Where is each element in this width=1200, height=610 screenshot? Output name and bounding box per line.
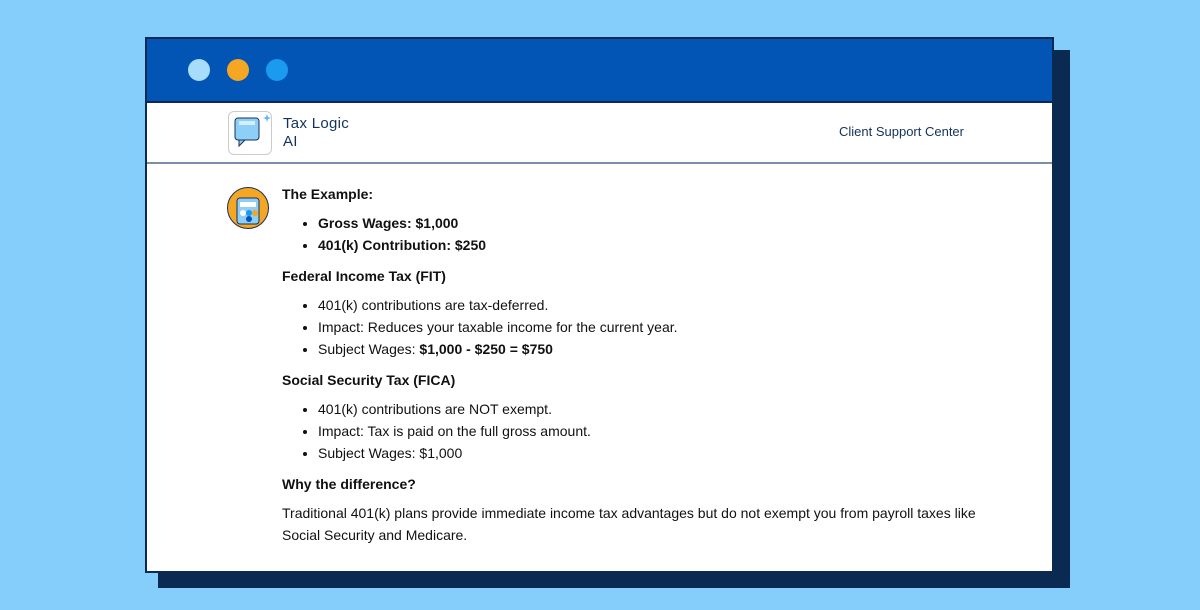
window-dot-1[interactable] bbox=[188, 59, 210, 81]
app-header bbox=[147, 103, 1052, 164]
window-dot-3[interactable] bbox=[266, 59, 288, 81]
subject-label: Subject Wages: bbox=[318, 341, 420, 357]
bot-avatar-icon bbox=[227, 187, 269, 229]
list-item: • Gross Wages: $1,000 bbox=[318, 212, 982, 234]
list-item: • Impact: Tax is paid on the full gross amount. bbox=[318, 420, 982, 442]
fit-heading: Federal Income Tax (FIT) bbox=[282, 268, 446, 284]
list-item: • 401(k) contributions are tax-deferred. bbox=[318, 294, 982, 316]
list-item: • 401(k) contributions are NOT exempt. bbox=[318, 398, 982, 420]
list-item bbox=[318, 338, 982, 360]
why-text: Traditional 401(k) plans provide immediate income tax advantages but do not exempt you from payroll taxes like Social Security and Medicare. bbox=[282, 505, 976, 543]
fica-heading: Social Security Tax (FICA) bbox=[282, 372, 456, 388]
client-support-link[interactable]: Client Support Center bbox=[838, 124, 964, 139]
list-item: • 401(k) Contribution: $250 bbox=[318, 234, 982, 256]
calculator-chat-logo-icon bbox=[228, 111, 272, 155]
why-heading: Why the difference? bbox=[282, 476, 416, 492]
brand-suffix: AI bbox=[283, 133, 298, 150]
subject-value: $1,000 - $250 = $750 bbox=[419, 341, 553, 357]
list-item: • Subject Wages: $1,000 bbox=[318, 442, 982, 464]
list-item: • Impact: Reduces your taxable income for the current year. bbox=[318, 316, 982, 338]
title-bar bbox=[147, 39, 1052, 103]
brand-name: Tax Logic bbox=[283, 115, 350, 132]
window-dot-2[interactable] bbox=[227, 59, 249, 81]
example-heading: The Example: bbox=[282, 186, 374, 202]
assistant-message bbox=[282, 186, 982, 546]
